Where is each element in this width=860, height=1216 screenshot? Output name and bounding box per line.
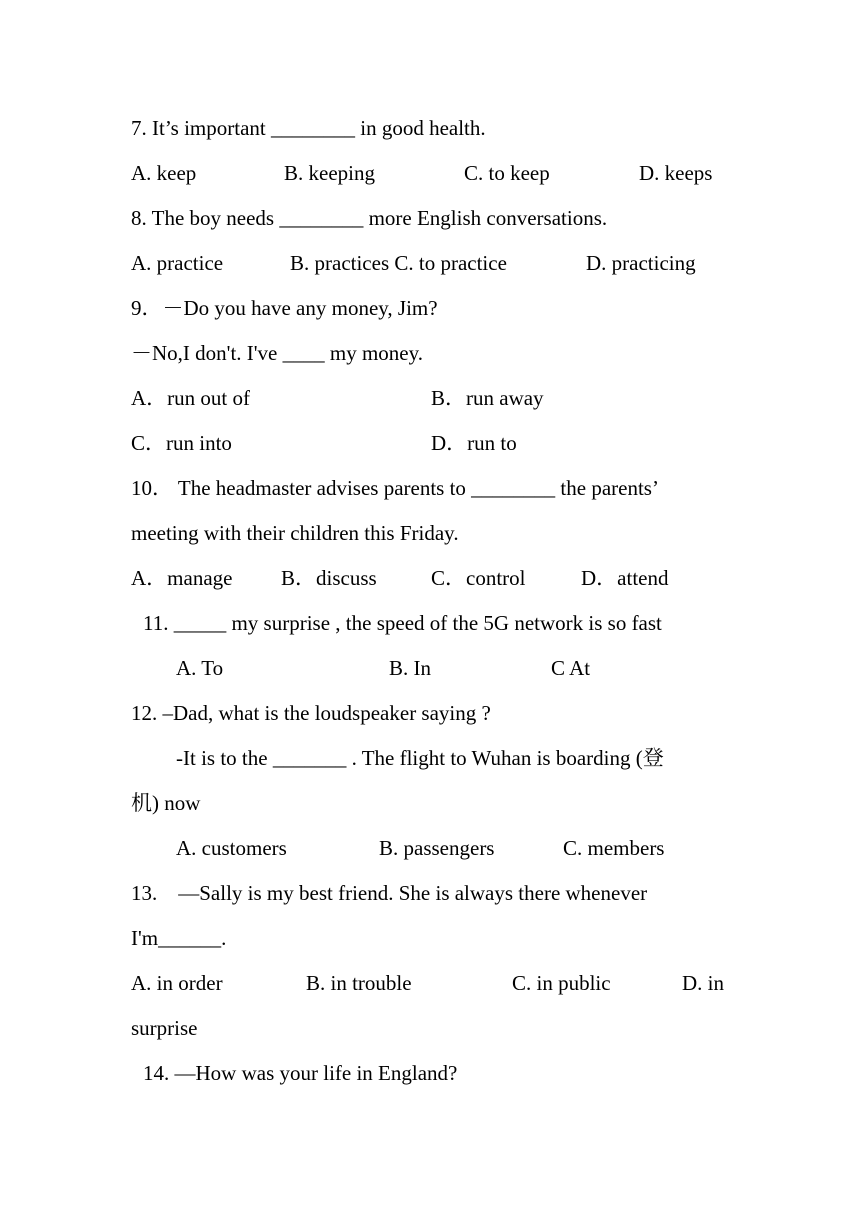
q7-option-d: D. keeps [639,161,713,185]
q13-option-a: A. in order [131,971,223,995]
q10-option-b: B．discuss [281,566,377,590]
q7-option-c: C. to keep [464,161,550,185]
q9-option-d: D．run to [431,431,517,455]
q12-option-a: A. customers [176,836,287,860]
q13-option-c: C. in public [512,971,611,995]
q8-option-d: D. practicing [586,251,696,275]
question-11-stem: 11. _____ my surprise , the speed of the 5G network is so fast [143,611,662,635]
q13-option-b: B. in trouble [306,971,412,995]
q12-option-c: C. members [563,836,665,860]
q7-option-a: A. keep [131,161,197,185]
question-12-reply-line1: -It is to the _______ . The flight to Wuhan is boarding (登 [176,746,664,770]
question-12-stem: 12. –Dad, what is the loudspeaker saying ? [131,701,491,725]
q13-option-d: D. in [682,971,724,995]
question-12-reply-line2: 机) now [131,791,201,815]
question-10-stem-line2: meeting with their children this Friday. [131,521,459,545]
question-9-reply: －No,I don't. I've ____ my money. [131,341,424,365]
q10-option-d: D．attend [581,566,669,590]
question-10-stem-line1: 10． The headmaster advises parents to ________ the parents’ [131,476,659,500]
q10-option-a: A．manage [131,566,233,590]
question-14-stem: 14. —How was your life in England? [143,1061,458,1085]
question-8-stem: 8. The boy needs ________ more English conversations. [131,206,608,230]
question-13-stem-line2: I'm______. [131,926,227,950]
q11-option-a: A. To [176,656,224,680]
q12-option-b: B. passengers [379,836,495,860]
question-7-stem: 7. It’s important ________ in good health. [131,116,486,140]
q11-option-b: B. In [389,656,431,680]
q8-option-a: A. practice [131,251,224,275]
q11-option-c: C At [551,656,591,680]
q9-option-c: C．run into [131,431,232,455]
question-13-stem-line1: 13. —Sally is my best friend. She is always there whenever [131,881,648,905]
q13-option-d-wrap: surprise [131,1016,198,1040]
q9-option-b: B．run away [431,386,544,410]
q9-option-a: A．run out of [131,386,250,410]
q10-option-c: C．control [431,566,526,590]
q7-option-b: B. keeping [284,161,375,185]
q8-option-bc: B. practices C. to practice [290,251,507,275]
question-9-stem: 9．－Do you have any money, Jim? [131,296,438,320]
